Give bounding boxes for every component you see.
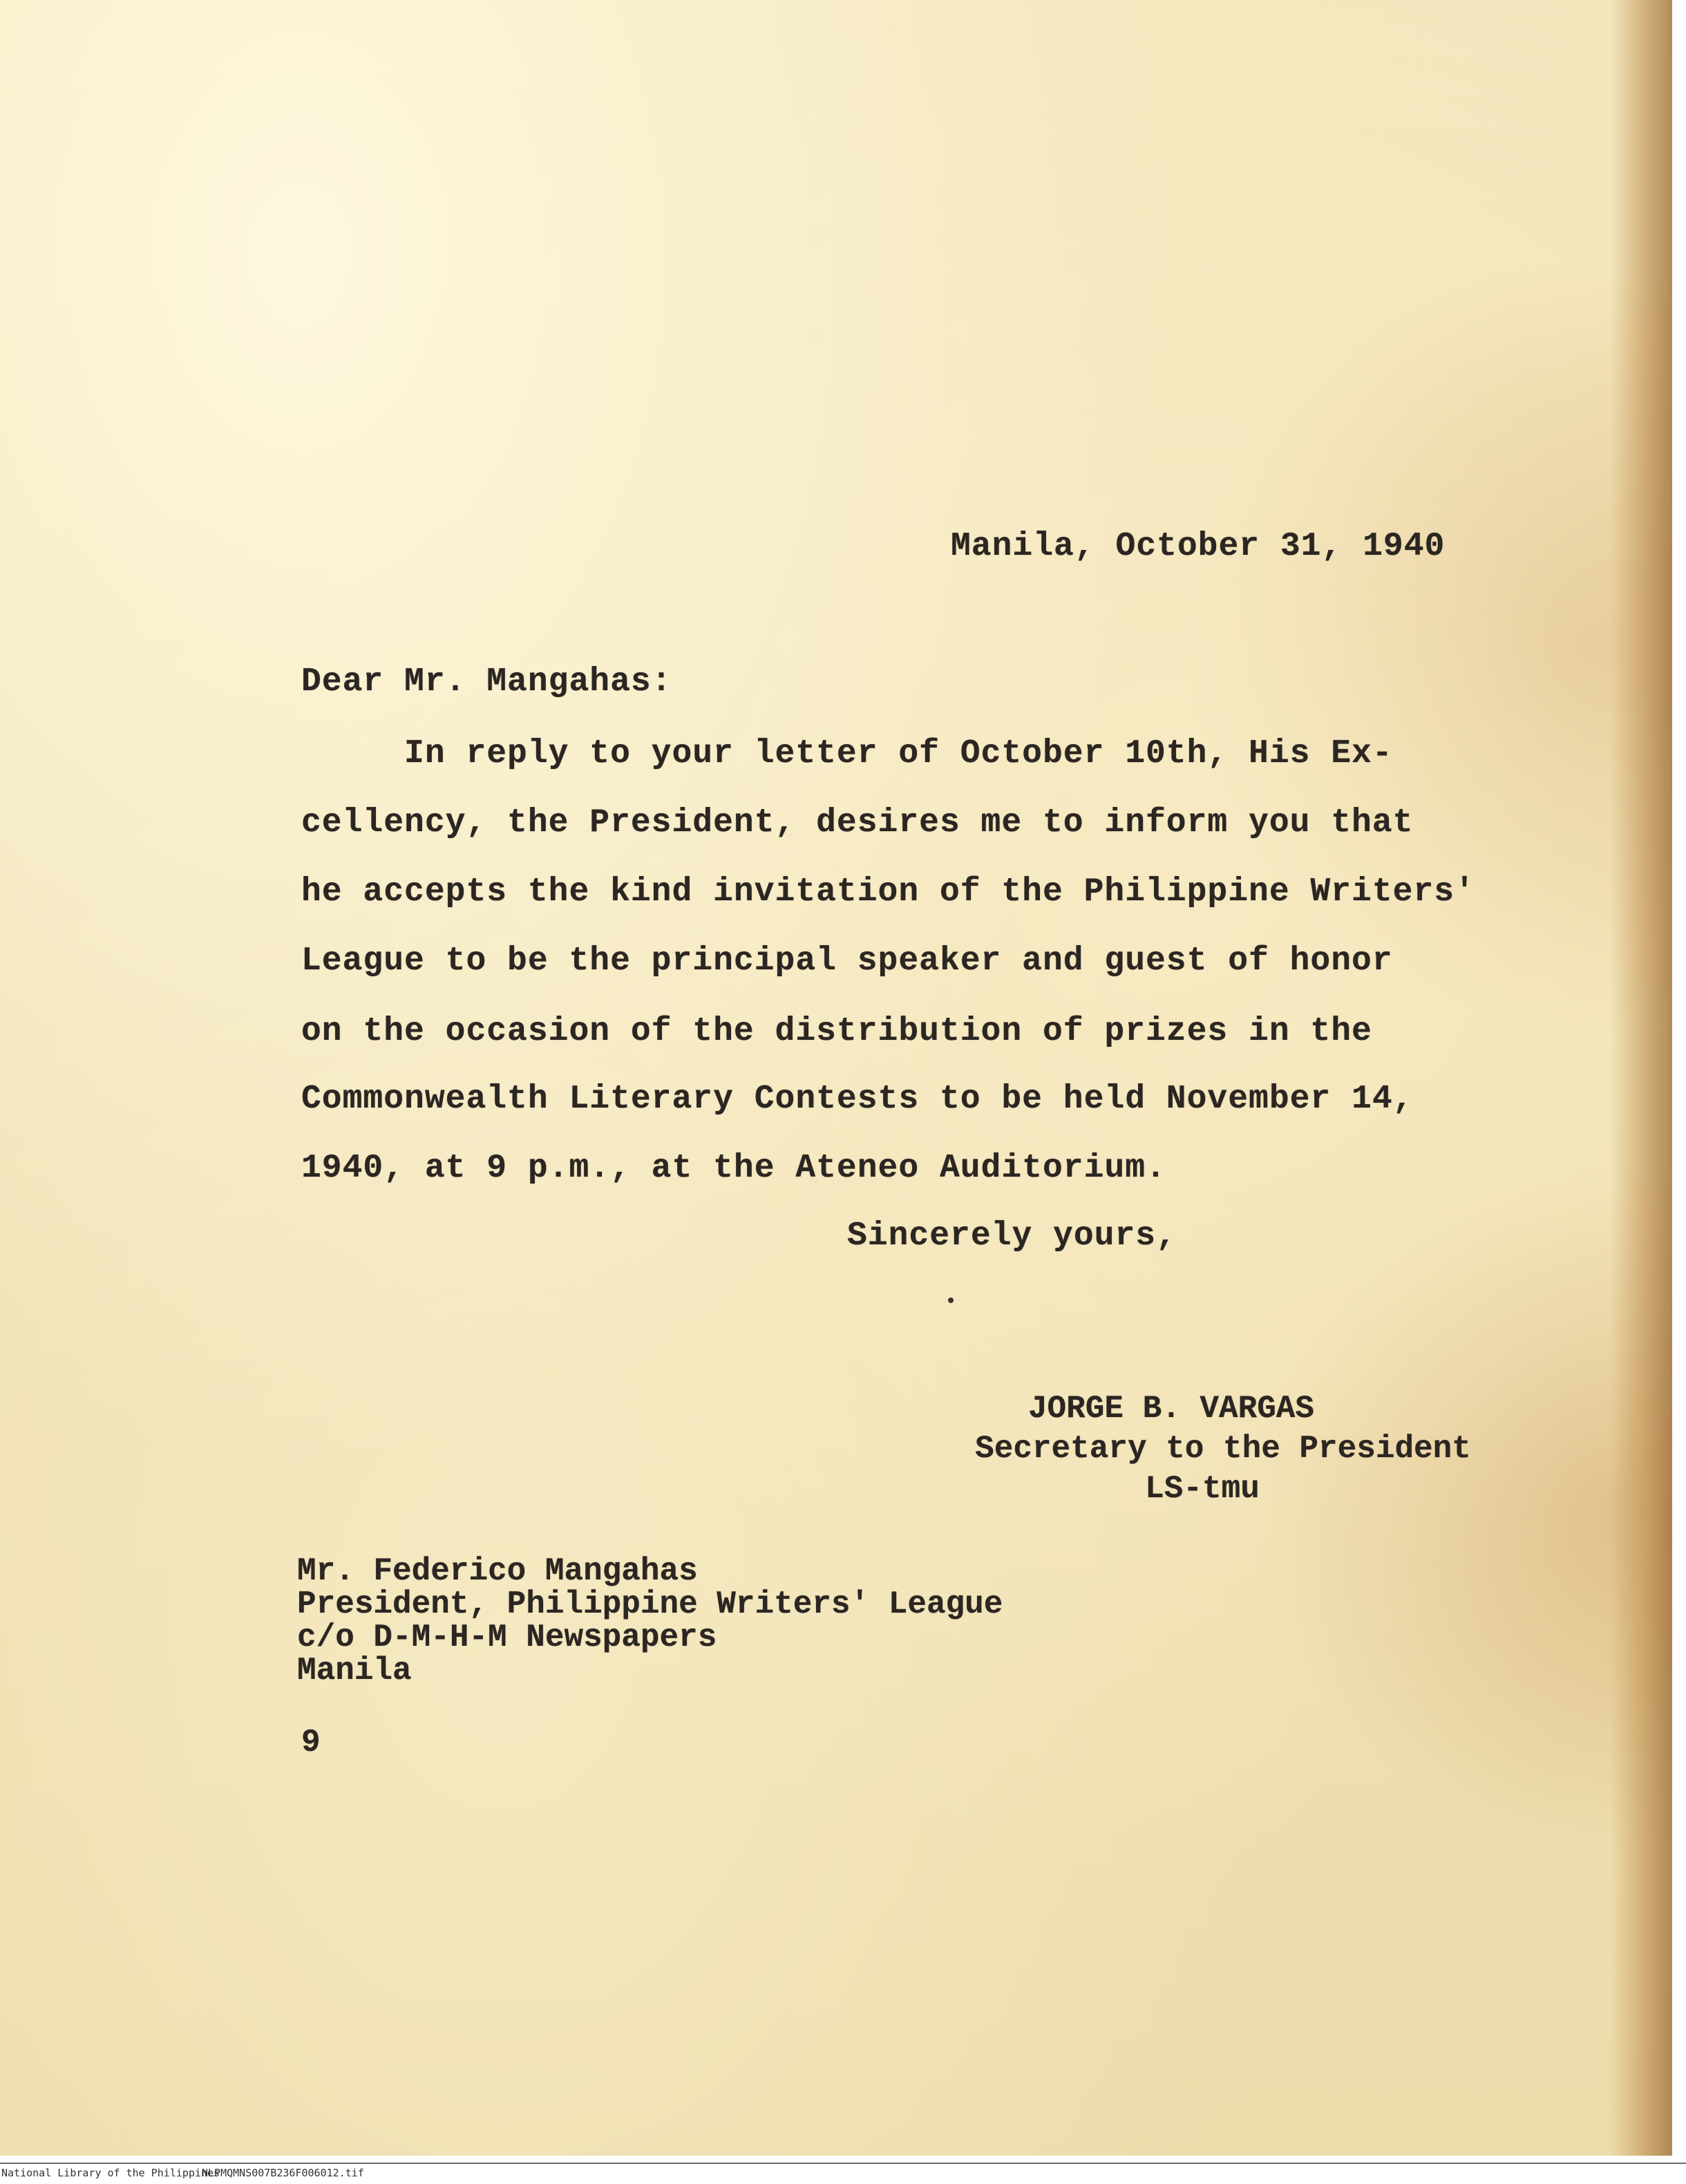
signatory-name: JORGE B. VARGAS bbox=[1027, 1391, 1315, 1427]
recipient-address bbox=[297, 1555, 1003, 1687]
body-line: on the occasion of the distribution of prizes in the bbox=[301, 1013, 1372, 1050]
address-line: Manila bbox=[297, 1653, 412, 1689]
signatory-title: Secretary to the President bbox=[975, 1431, 1471, 1467]
letter-date: Manila, October 31, 1940 bbox=[951, 528, 1446, 565]
complimentary-closing: Sincerely yours, bbox=[847, 1217, 1177, 1255]
reference-initials: LS-tmu bbox=[1145, 1471, 1260, 1507]
address-line: Mr. Federico Mangahas bbox=[297, 1553, 698, 1589]
ink-speck bbox=[948, 1298, 954, 1303]
body-line: League to be the principal speaker and guest of honor bbox=[301, 942, 1393, 980]
page-number: 9 bbox=[301, 1725, 321, 1760]
body-line: he accepts the kind invitation of the Philippine Writers' bbox=[301, 873, 1475, 911]
scan-footer bbox=[0, 2163, 1686, 2184]
body-line: cellency, the President, desires me to inform you that bbox=[301, 804, 1414, 842]
footer-file-name: NLPMQMNS007B236F006012.tif bbox=[202, 2167, 364, 2179]
paper-edge-stain bbox=[1610, 0, 1672, 2156]
address-line: c/o D-M-H-M Newspapers bbox=[297, 1620, 717, 1655]
signature-block bbox=[940, 1389, 1506, 1509]
address-line: President, Philippine Writers' League bbox=[297, 1586, 1003, 1622]
footer-institution: National Library of the Philippines bbox=[1, 2167, 220, 2179]
body-line: In reply to your letter of October 10th, His Ex- bbox=[301, 735, 1393, 772]
salutation: Dear Mr. Mangahas: bbox=[301, 663, 672, 701]
body-line: Commonwealth Literary Contests to be held November 14, bbox=[301, 1081, 1414, 1118]
body-line: 1940, at 9 p.m., at the Ateneo Auditorium. bbox=[301, 1150, 1166, 1187]
